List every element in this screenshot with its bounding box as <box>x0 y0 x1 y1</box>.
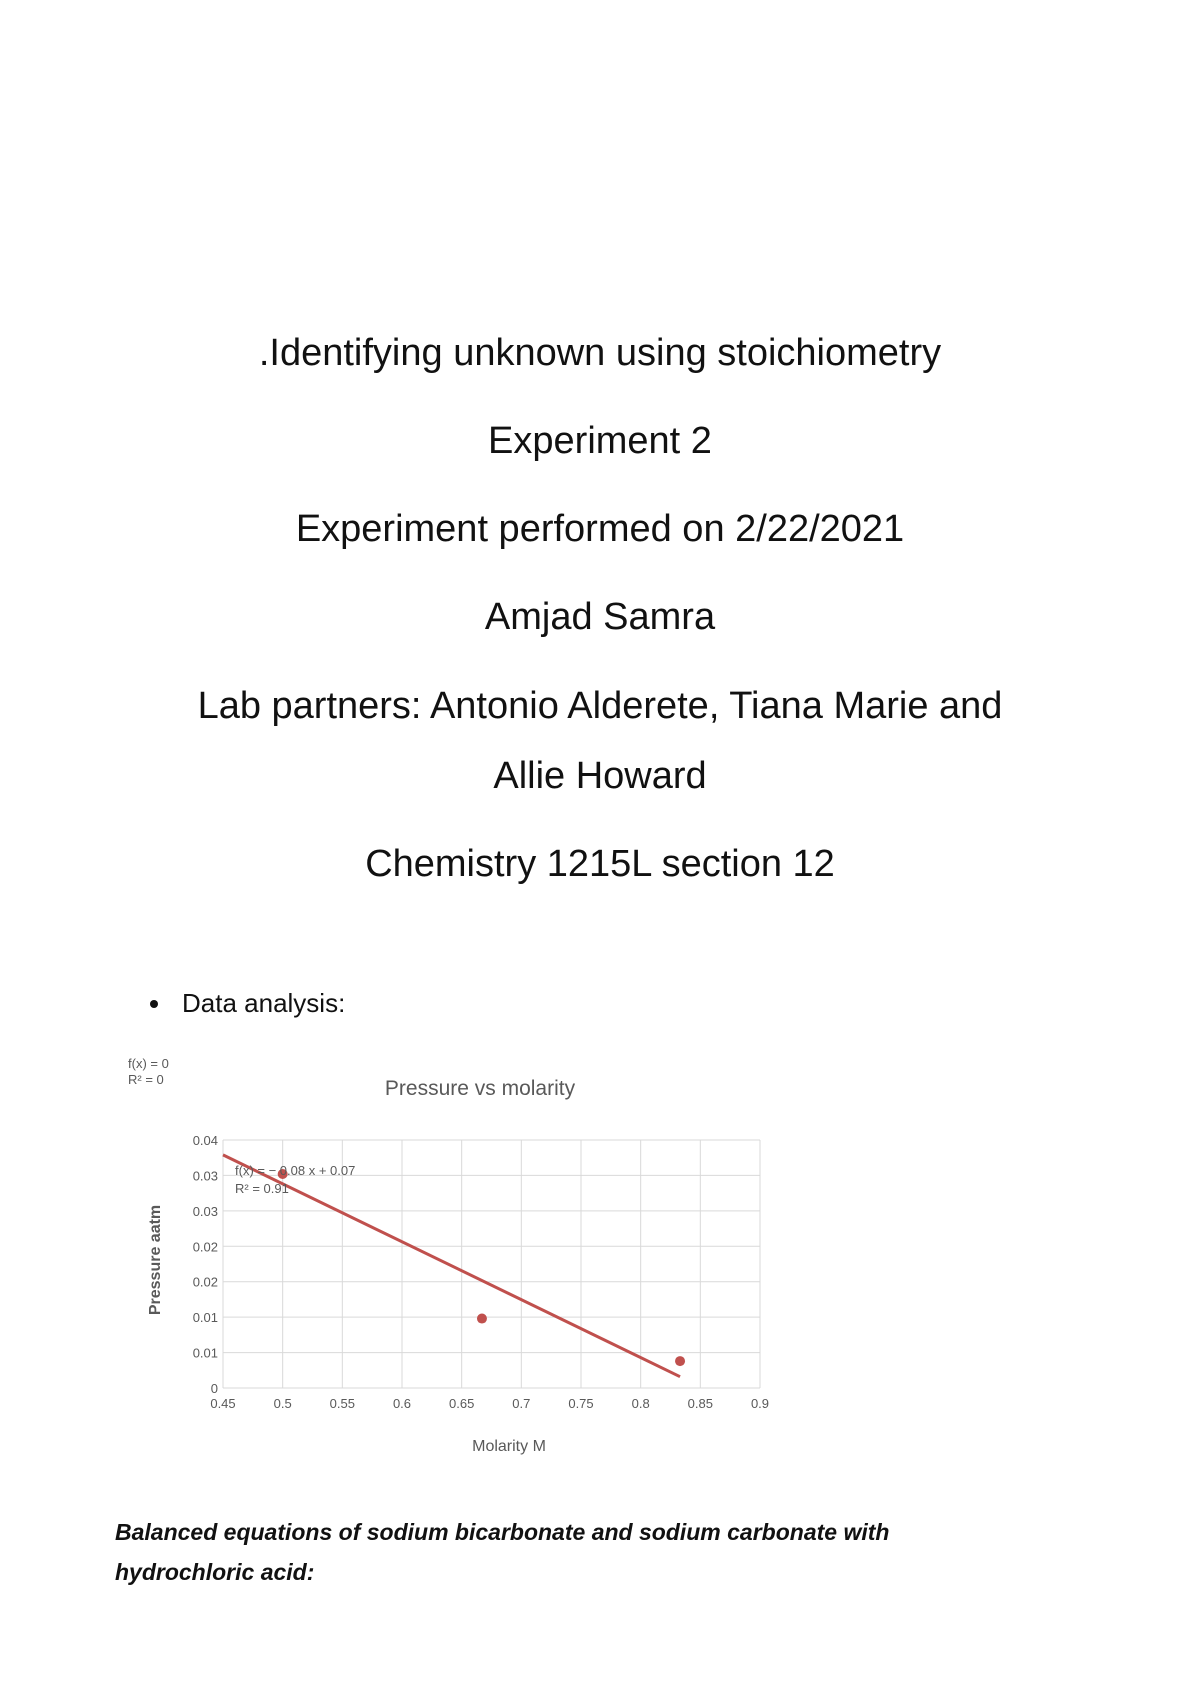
x-tick-label: 0.65 <box>449 1396 475 1411</box>
inner-fit-r2: R² = 0.91 <box>235 1181 289 1196</box>
x-tick-label: 0.6 <box>392 1396 412 1411</box>
data-points-group <box>278 1169 685 1366</box>
data-analysis-label: Data analysis: <box>182 988 346 1018</box>
lab-partners-line1: Lab partners: Antonio Alderete, Tiana Marie and <box>197 685 1003 727</box>
y-tick-label: 0.04 <box>192 1133 218 1148</box>
inner-fit-equation: f(x) = − 0.08 x + 0.07 <box>235 1163 356 1178</box>
course-section: Chemistry 1215L section 12 <box>365 843 835 885</box>
outer-fit-r2: R² = 0 <box>128 1072 164 1087</box>
y-tick-label: 0.03 <box>192 1168 218 1184</box>
x-tick-label: 0.55 <box>329 1396 355 1411</box>
x-tick-label: 0.9 <box>750 1396 770 1411</box>
x-tick-label: 0.8 <box>631 1396 650 1411</box>
data-point <box>675 1356 685 1366</box>
y-tick-label: 0.03 <box>192 1203 218 1219</box>
y-tick-label: 0.01 <box>192 1345 218 1361</box>
x-axis-label: Molarity M <box>472 1438 546 1455</box>
outer-fit-equation: f(x) = 0 <box>128 1056 169 1071</box>
balanced-equations-heading <box>115 1512 1015 1592</box>
x-tick-label: 0.45 <box>210 1396 236 1411</box>
author-name: Amjad Samra <box>484 596 716 638</box>
experiment-number: Experiment 2 <box>488 420 712 462</box>
data-point <box>477 1314 487 1324</box>
data-analysis-bullet <box>150 988 345 1019</box>
y-axis-label: Pressure aatm <box>147 1204 164 1316</box>
y-tick-label: 0.01 <box>192 1310 218 1326</box>
linear-trendline <box>223 1155 680 1377</box>
report-title: .Identifying unknown using stoichiometry <box>258 332 942 374</box>
x-tick-label: 0.85 <box>687 1396 713 1411</box>
pressure-vs-molarity-chart <box>120 1050 860 1460</box>
lab-partners-line2: Allie Howard <box>493 755 707 797</box>
y-tick-label: 0.02 <box>192 1239 218 1255</box>
x-tick-label: 0.75 <box>568 1396 594 1411</box>
trendline-group <box>223 1155 680 1377</box>
equations-heading-line1: Balanced equations of sodium bicarbonate and sodium carbonate with <box>115 1519 890 1545</box>
bullet-dot-icon <box>150 1000 158 1008</box>
equations-heading-line2: hydrochloric acid: <box>115 1559 315 1585</box>
chart-title: Pressure vs molarity <box>384 1077 576 1100</box>
x-tick-label: 0.5 <box>273 1396 292 1411</box>
x-tick-label: 0.7 <box>512 1396 531 1411</box>
experiment-date: Experiment performed on 2/22/2021 <box>295 508 905 550</box>
y-tick-label: 0 <box>210 1381 218 1396</box>
y-tick-label: 0.02 <box>192 1274 218 1290</box>
